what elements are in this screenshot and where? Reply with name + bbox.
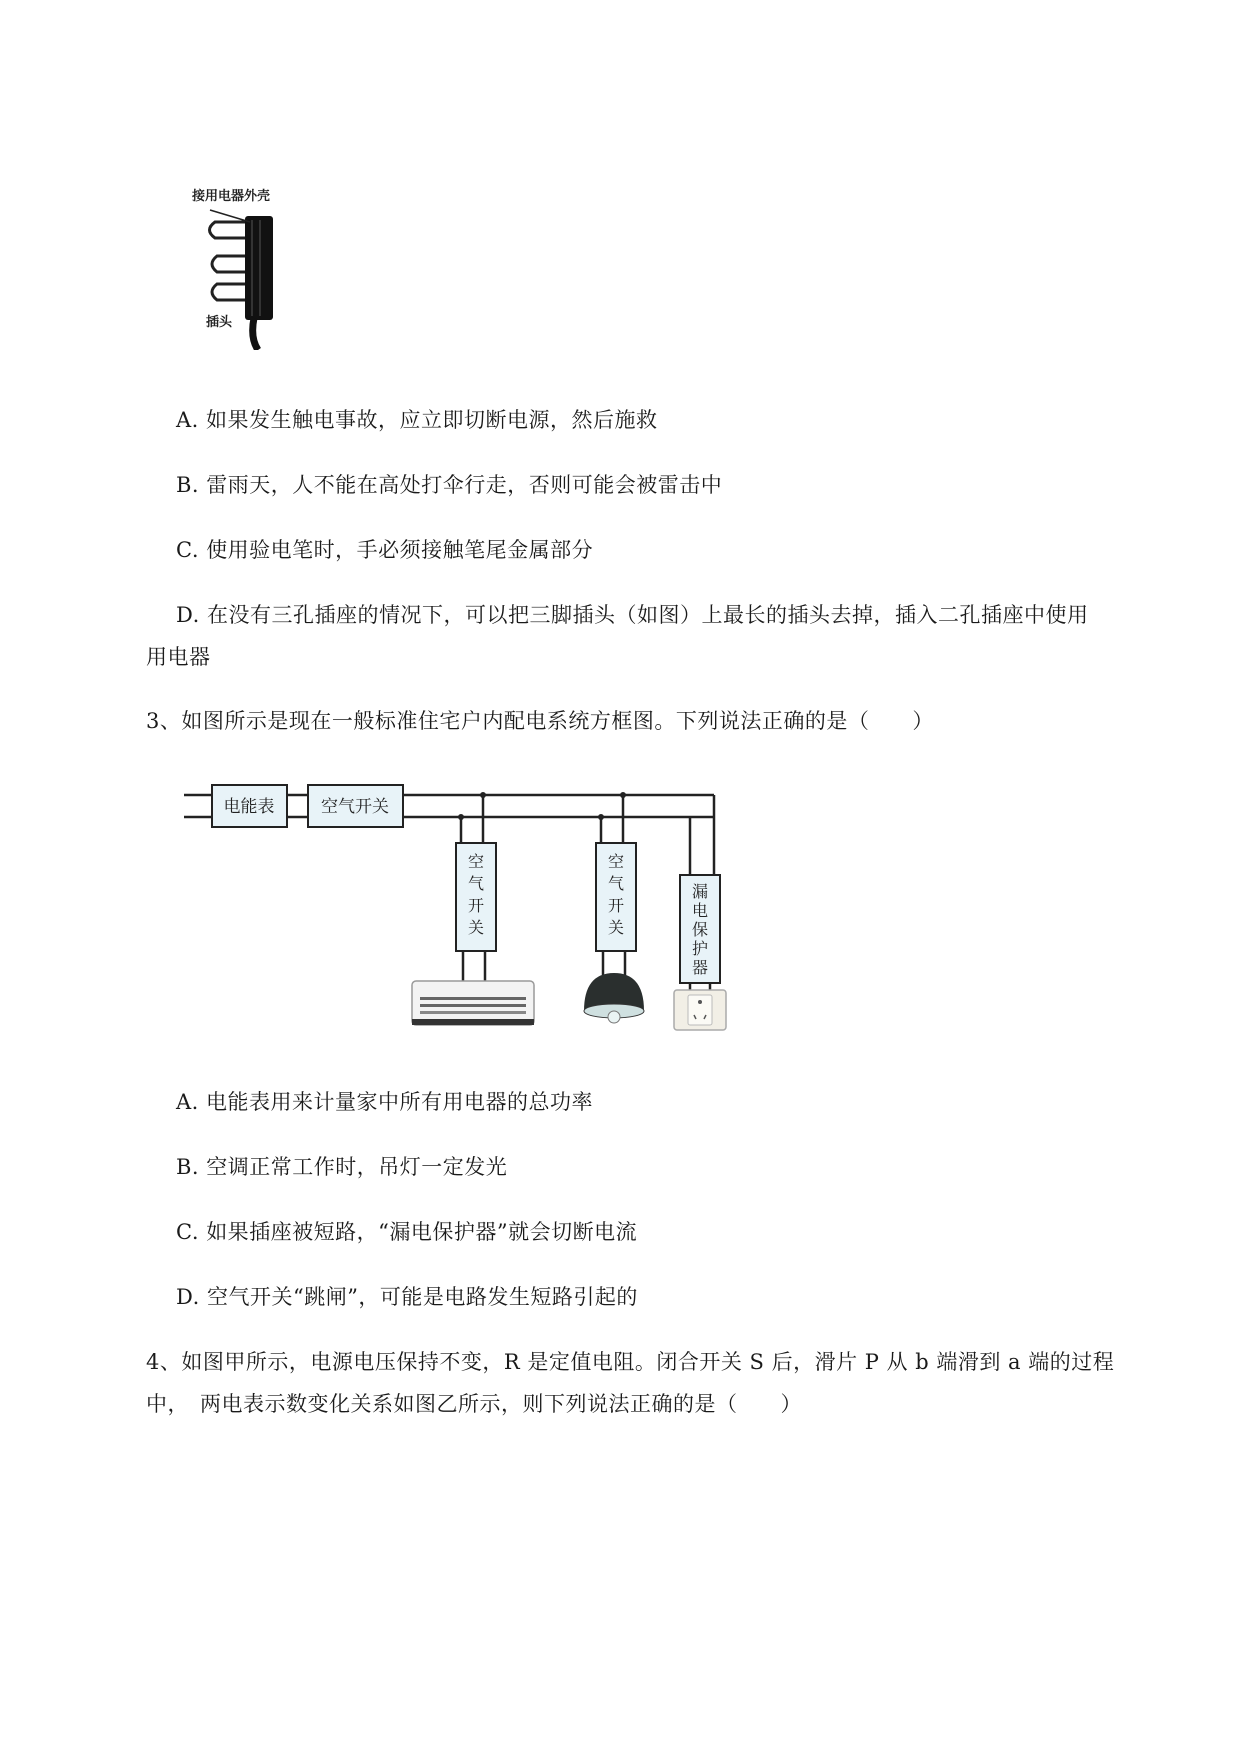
option-letter: B. xyxy=(176,1155,200,1179)
branch3-char: 器 xyxy=(691,958,709,977)
plug-figure xyxy=(190,160,310,350)
q2-option-d xyxy=(176,601,1088,629)
option-text: 空气开关“跳闸”，可能是电路发生短路引起的 xyxy=(206,1285,638,1309)
branch2-char: 空 xyxy=(607,852,625,871)
branch3-char: 电 xyxy=(691,901,709,920)
air-conditioner-icon xyxy=(412,981,534,1025)
option-text: 雷雨天，人不能在高处打伞行走，否则可能会被雷击中 xyxy=(206,473,723,497)
option-text: 电能表用来计量家中所有用电器的总功率 xyxy=(206,1090,594,1114)
q3-option-a xyxy=(176,1088,593,1116)
wall-socket-icon xyxy=(674,990,726,1030)
option-text: 如果发生触电事故，应立即切断电源，然后施救 xyxy=(206,408,658,432)
option-text: 如果插座被短路，“漏电保护器”就会切断电流 xyxy=(206,1220,638,1244)
q2-option-a xyxy=(176,406,658,434)
distribution-diagram-svg xyxy=(180,775,740,1035)
q2-option-b xyxy=(176,471,722,499)
option-letter: D. xyxy=(176,603,200,627)
plug-label-bottom: 插头 xyxy=(206,315,233,330)
q3-option-b xyxy=(176,1153,507,1181)
q3-option-d xyxy=(176,1283,638,1311)
pendant-lamp-icon xyxy=(584,973,644,1023)
main-switch-label: 空气开关 xyxy=(321,797,389,817)
q4-stem-line2: 中， 两电表示数变化关系如图乙所示，则下列说法正确的是（ ） xyxy=(146,1392,802,1416)
option-letter: C. xyxy=(176,1220,199,1244)
option-letter: A. xyxy=(176,408,199,432)
q3-stem: 3、如图所示是现在一般标准住宅户内配电系统方框图。下列说法正确的是（ ） xyxy=(146,709,934,733)
distribution-diagram xyxy=(180,775,740,1035)
branch3-char: 保 xyxy=(691,920,709,939)
option-text: 使用验电笔时，手必须接触笔尾金属部分 xyxy=(206,538,594,562)
branch2-char: 关 xyxy=(607,918,625,937)
q4-stem-line1: 4、如图甲所示，电源电压保持不变，R 是定值电阻。闭合开关 S 后，滑片 P 从 b 端滑到 a 端的过程 xyxy=(146,1350,1115,1374)
option-text: 空调正常工作时，吊灯一定发光 xyxy=(206,1155,508,1179)
option-text: 在没有三孔插座的情况下，可以把三脚插头（如图）上最长的插头去掉，插入二孔插座中使用 xyxy=(206,603,1089,627)
branch2-char: 开 xyxy=(607,896,625,915)
branch1-char: 气 xyxy=(467,874,485,893)
branch2-char: 气 xyxy=(607,874,625,893)
branch3-char: 漏 xyxy=(691,882,709,901)
option-letter: D. xyxy=(176,1285,200,1309)
branch1-char: 空 xyxy=(467,852,485,871)
plug-label-top: 接用电器外壳 xyxy=(192,189,271,204)
option-letter: C. xyxy=(176,538,199,562)
branch3-char: 护 xyxy=(691,939,709,958)
branch1-char: 关 xyxy=(467,918,485,937)
meter-label: 电能表 xyxy=(223,797,275,817)
branch1-char: 开 xyxy=(467,896,485,915)
q2-option-d-continued: 用电器 xyxy=(146,645,211,669)
q2-option-c xyxy=(176,536,593,564)
q3-option-c xyxy=(176,1218,637,1246)
option-letter: A. xyxy=(176,1090,199,1114)
three-pin-plug-image xyxy=(190,160,310,350)
option-letter: B. xyxy=(176,473,200,497)
